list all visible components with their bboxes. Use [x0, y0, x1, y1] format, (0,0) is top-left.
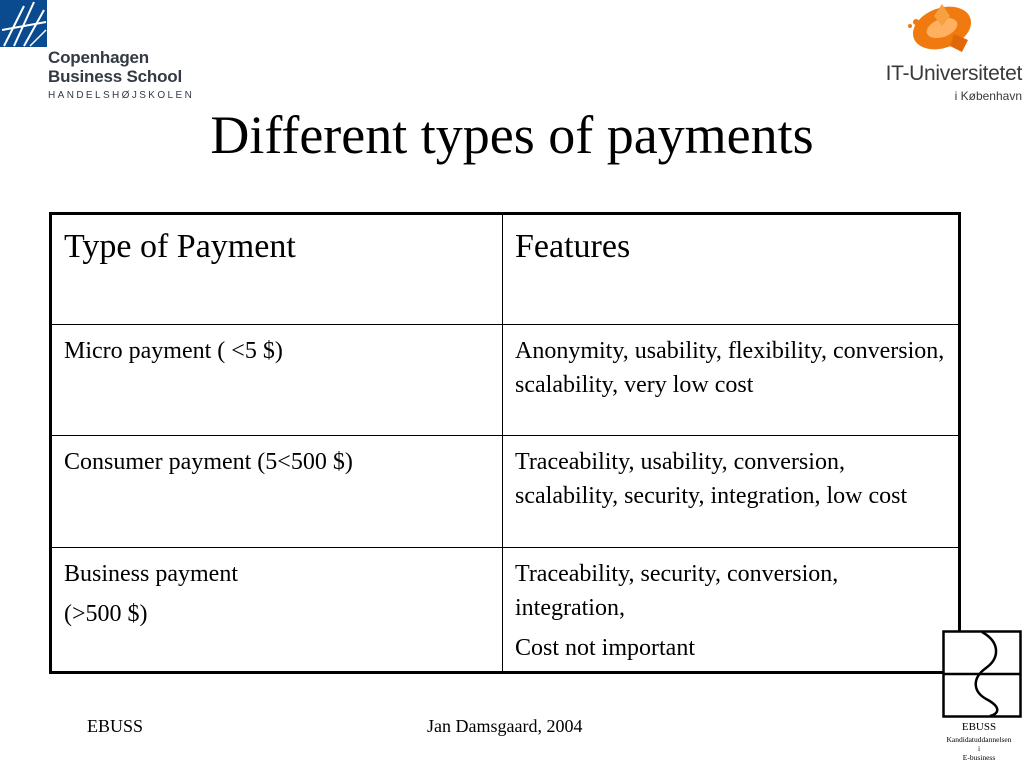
header-features: Features [503, 214, 960, 325]
table-row [51, 436, 960, 548]
features-text: Traceability, usability, conversion, scalability, security, integration, low cost [515, 449, 908, 509]
header-type-of-payment: Type of Payment [51, 214, 503, 325]
cell-features [503, 436, 960, 548]
cbs-name-line1: Copenhagen [48, 48, 149, 67]
ebuss-badge-line3: E-business [962, 753, 996, 762]
itu-name: IT-Universitetet [885, 62, 1022, 85]
ebuss-badge [934, 630, 1024, 768]
cell-features [503, 325, 960, 436]
features-text: Anonymity, usability, flexibility, conversion, scalability, very low cost [515, 338, 945, 398]
features-note: Cost not important [515, 635, 695, 661]
itu-logo [854, 0, 1024, 110]
footer-course: EBUSS [87, 716, 144, 736]
cell-payment-type [51, 436, 503, 548]
cell-features [503, 548, 960, 673]
payment-type-text: Micro payment ( <5 $) [64, 338, 283, 364]
table-header-row [51, 214, 960, 325]
payment-type-text: Business payment [64, 561, 238, 587]
features-text: Traceability, security, conversion, integration, [515, 561, 839, 621]
cbs-subtitle: HANDELSHØJSKOLEN [48, 90, 195, 101]
payments-table [49, 212, 961, 674]
itu-subtitle: i København [954, 89, 1022, 103]
cell-payment-type [51, 548, 503, 673]
table-row [51, 548, 960, 673]
cbs-logo-icon [0, 0, 47, 47]
cell-payment-type [51, 325, 503, 436]
itu-logo-icon [902, 0, 982, 60]
cbs-name-line2: Business School [48, 67, 182, 86]
ebuss-badge-line2: i [977, 744, 981, 753]
ebuss-badge-line1: Kandidatuddannelsen [946, 735, 1012, 744]
cbs-logo [0, 0, 200, 105]
payment-type-text: Consumer payment (5<500 $) [64, 449, 353, 475]
ebuss-badge-title: EBUSS [961, 721, 997, 733]
slide-title: Different types of payments [210, 105, 814, 165]
footer-author: Jan Damsgaard, 2004 [427, 716, 583, 736]
cbs-name [48, 48, 182, 86]
ebuss-logo-icon [942, 630, 1022, 718]
table-row [51, 325, 960, 436]
payment-type-range: (>500 $) [64, 601, 148, 627]
